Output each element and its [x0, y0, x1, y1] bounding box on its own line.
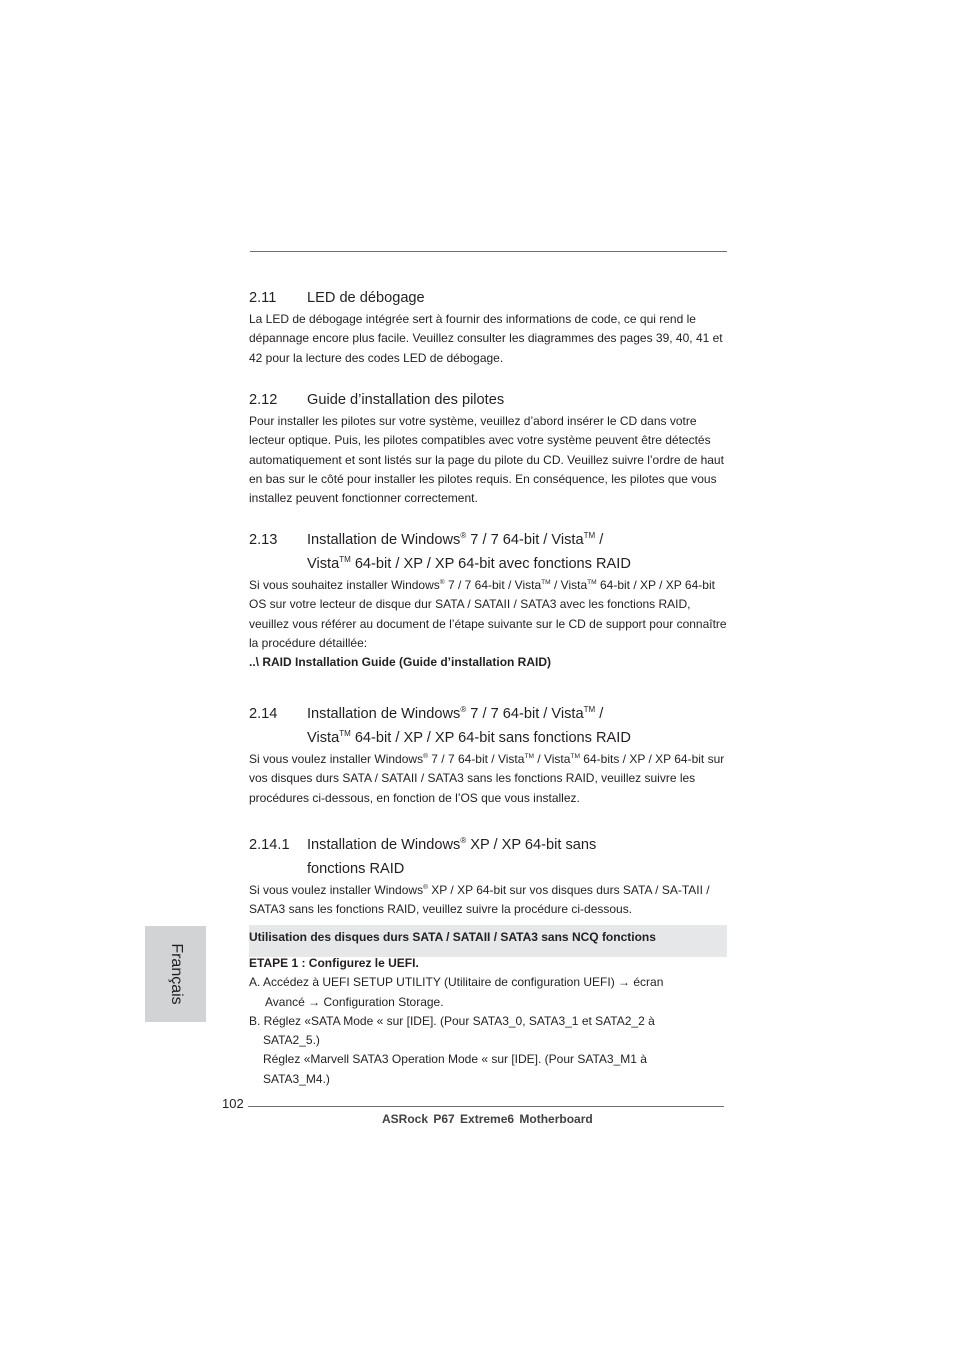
- step-b-line-3: Réglez «Marvell SATA3 Operation Mode « sur [IDE]. (Pour SATA3_M1 à: [263, 1052, 647, 1067]
- section-2-11: [249, 286, 727, 368]
- section-heading: 2.14.1 Installation de Windows® XP / XP 64-bit sans fonctions RAID: [249, 833, 727, 881]
- section-body: Si vous voulez installer Windows® 7 / 7 64-bit / Vista™ / Vista™ 64-bits / XP / XP 64-bit sur vos disques durs SATA / SATAII / SATA3 sans les fonctions RAID, veuillez suivre les procédures ci-dessous, en fonction de l’OS que vous installez.: [249, 752, 725, 805]
- step-heading: ETAPE 1 : Configurez le UEFI.: [249, 956, 419, 970]
- section-body: Si vous voulez installer Windows® XP / XP 64-bit sur vos disques durs SATA / SA-TAII / SATA3 sans les fonctions RAID, veuillez suivre la procédure ci-dessous.: [249, 883, 710, 917]
- step-b-line-2: SATA2_5.): [263, 1033, 320, 1048]
- section-title: Guide d’installation des pilotes: [307, 392, 505, 408]
- section-heading: [249, 388, 727, 412]
- step-b-line-4: SATA3_M4.): [263, 1071, 330, 1086]
- section-body: Pour installer les pilotes sur votre système, veuillez d’abord insérer le CD dans votre lecteur optique. Puis, les pilotes compatibles avec votre système peuvent être détectés automatiquement et sont listés sur la page du pilote du CD. Veuillez suivre l’ordre de haut en bas sur le côté pour installer les pilotes requis. En conséquence, les pilotes que vous installez peuvent fonctionner correctement.: [249, 414, 724, 506]
- language-tab: [145, 926, 206, 1022]
- section-2-12: [249, 388, 727, 508]
- section-number: 2.11: [249, 290, 277, 306]
- section-body: Si vous souhaitez installer Windows® 7 / 7 64-bit / Vista™ / Vista™ 64-bit / XP / XP 64-bit OS sur votre lecteur de disque dur SATA / SATAII / SATA3 avec les fonctions RAID, veuillez vous référer au document de l’étape suivante sur le CD de support pour connaître la procédure détaillée:: [249, 578, 727, 650]
- highlight-bar: Utilisation des disques durs SATA / SATAII / SATA3 sans NCQ fonctions: [249, 925, 727, 957]
- step-a-line-2: Avancé → Configuration Storage.: [265, 994, 444, 1009]
- step-a-line-1: A. Accédez à UEFI SETUP UTILITY (Utilitaire de configuration UEFI) → écran: [249, 975, 664, 990]
- section-body: La LED de débogage intégrée sert à fournir des informations de code, ce qui rend le dépannage encore plus facile. Veuillez consulter les diagrammes des pages 39, 40, 41 et 42 pour la lecture des codes LED de débogage.: [249, 312, 723, 365]
- steps: [249, 954, 727, 1089]
- section-number: 2.14.1: [249, 837, 290, 853]
- section-number: 2.12: [249, 392, 278, 408]
- section-2-14-1: [249, 833, 727, 920]
- section-2-14: [249, 702, 727, 808]
- footer-text: ASRock P67 Extreme6 Motherboard: [382, 1112, 593, 1126]
- section-2-13: [249, 528, 727, 672]
- page-number: 102: [222, 1096, 244, 1111]
- bottom-rule: [248, 1106, 724, 1107]
- section-number: 2.13: [249, 532, 278, 548]
- section-number: 2.14: [249, 706, 278, 722]
- section-heading: [249, 286, 727, 310]
- section-heading: 2.14 Installation de Windows® 7 / 7 64-bit / Vista™ / Vista™ 64-bit / XP / XP 64-bit sans fonctions RAID: [249, 702, 727, 750]
- language-label: Français: [167, 943, 185, 1005]
- top-rule: [250, 251, 727, 252]
- step-b-line-1: B. Réglez «SATA Mode « sur [IDE]. (Pour SATA3_0, SATA3_1 et SATA2_2 à: [249, 1013, 655, 1028]
- section-title: LED de débogage: [307, 290, 425, 306]
- section-heading: 2.13 Installation de Windows® 7 / 7 64-bit / Vista™ / Vista™ 64-bit / XP / XP 64-bit avec fonctions RAID: [249, 528, 727, 576]
- cd-path: ..\ RAID Installation Guide (Guide d’installation RAID): [249, 655, 552, 670]
